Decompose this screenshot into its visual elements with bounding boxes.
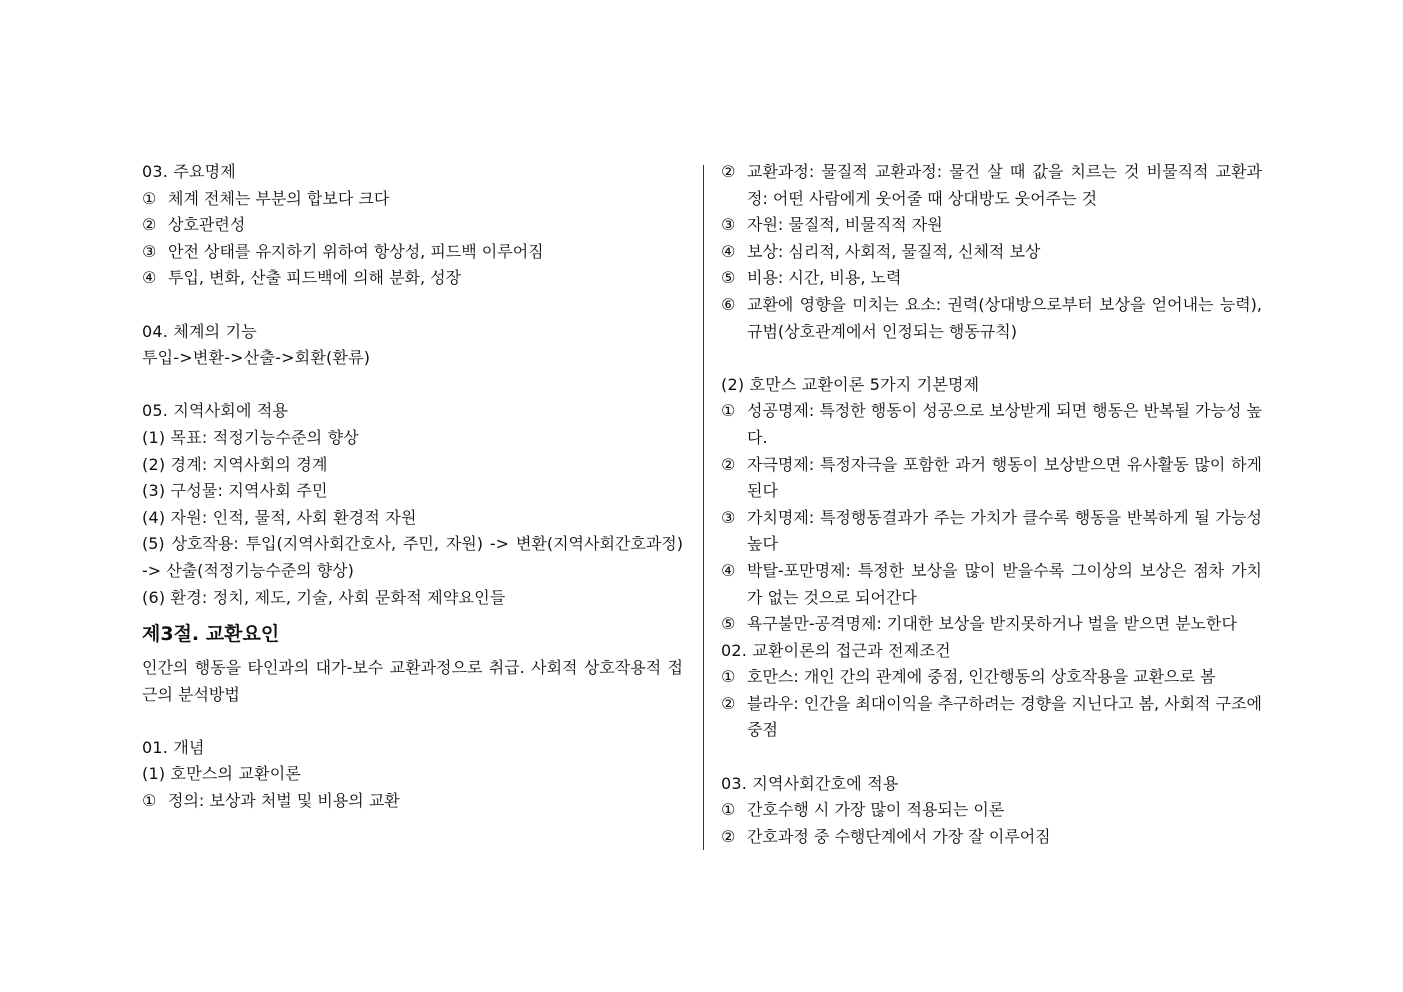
community-nursing-list <box>721 797 1262 850</box>
list-item: ① 정의: 보상과 처벌 및 비용의 교환 <box>142 791 400 811</box>
list-item: ① 간호수행 시 가장 많이 적용되는 이론 <box>721 800 1005 820</box>
left-column <box>142 159 683 815</box>
list-item: ② 블라우: 인간을 최대이익을 추구하려는 경향을 지닌다고 봄, 사회적 구조에 중점 <box>721 693 1262 740</box>
list-item: (4) 자원: 인적, 물적, 사회 환경적 자원 <box>142 507 417 527</box>
list-item: (3) 구성물: 지역사회 주민 <box>142 481 328 501</box>
list-item: ⑥ 교환에 영향을 미치는 요소: 권력(상대방으로부터 보상을 얻어내는 능력), 규범(상호관계에서 인정되는 행동규칙) <box>721 294 1262 341</box>
section-title-community-application: 05. 지역사회에 적용 <box>142 401 289 421</box>
key-propositions-list <box>142 186 683 292</box>
list-item: ② 교환과정: 물질적 교환과정: 물건 살 때 값을 치르는 것 비물직적 교환과정: 어떤 사람에게 웃어줄 때 상대방도 웃어주는 것 <box>721 162 1262 208</box>
list-item: (2) 경계: 지역사회의 경계 <box>142 454 328 474</box>
subsection-title-homans: (1) 호만스의 교환이론 <box>142 764 302 784</box>
subsection-title-five-propositions: (2) 호만스 교환이론 5가지 기본명제 <box>721 374 980 394</box>
list-item: (6) 환경: 정치, 제도, 기술, 사회 문화적 제약요인들 <box>142 587 506 607</box>
approach-list <box>721 664 1262 744</box>
list-item: ④ 박탈-포만명제: 특정한 보상을 많이 받을수록 그이상의 보상은 점차 가치가 없는 것으로 되어간다 <box>721 560 1262 607</box>
section-title-key-propositions: 03. 주요명제 <box>142 162 236 181</box>
list-item: ① 호만스: 개인 간의 관계에 중점, 인간행동의 상호작용을 교환으로 봄 <box>721 667 1216 687</box>
list-item: (1) 목표: 적정기능수준의 향상 <box>142 427 359 447</box>
list-item: ② 상호관련성 <box>142 215 246 235</box>
list-item: ⑤ 욕구불만-공격명제: 기대한 보상을 받지못하거나 벌을 받으면 분노한다 <box>721 614 1237 634</box>
five-propositions-list <box>721 398 1262 637</box>
right-column <box>721 159 1262 850</box>
list-item: (5) 상호작용: 투입(지역사회간호사, 주민, 자원) -> 변환(지역사회간호과정) -> 산출(적정기능수준의 향상) <box>142 534 683 580</box>
system-function-text: 투입->변환->산출->회환(환류) <box>142 348 371 368</box>
list-item: ③ 안전 상태를 유지하기 위하여 항상성, 피드백 이루어짐 <box>142 241 544 261</box>
column-divider <box>703 165 704 850</box>
section-title-system-function: 04. 체계의 기능 <box>142 321 257 341</box>
section-title-approach: 02. 교환이론의 접근과 전제조건 <box>721 640 951 660</box>
list-item: ② 자극명제: 특정자극을 포함한 과거 행동이 보상받으면 유사활동 많이 하게 된다 <box>721 454 1262 501</box>
chapter-heading: 제3절. 교환요인 <box>142 623 280 646</box>
section-title-community-nursing: 03. 지역사회간호에 적용 <box>721 773 899 793</box>
list-item: ③ 가치명제: 특정행동결과가 주는 가치가 클수록 행동을 반복하게 될 가능성 높다 <box>721 507 1262 554</box>
list-item: ① 성공명제: 특정한 행동이 성공으로 보상받게 되면 행동은 반복될 가능성 높다. <box>721 401 1262 447</box>
exchange-elements-list <box>721 159 1262 345</box>
section-title-concept: 01. 개념 <box>142 737 205 757</box>
list-item: ③ 자원: 물질적, 비물직적 자원 <box>721 215 943 235</box>
list-item: ④ 투입, 변화, 산출 피드백에 의해 분화, 성장 <box>142 268 462 288</box>
chapter-intro: 인간의 행동을 타인과의 대가-보수 교환과정으로 취급. 사회적 상호작용적 접근의 분석방법 <box>142 658 683 704</box>
list-item: ④ 보상: 심리적, 사회적, 물질적, 신체적 보상 <box>721 241 1041 261</box>
list-item: ② 간호과정 중 수행단계에서 가장 잘 이루어짐 <box>721 826 1051 846</box>
list-item: ① 체계 전체는 부분의 합보다 크다 <box>142 188 390 208</box>
list-item: ⑤ 비용: 시간, 비용, 노력 <box>721 268 902 288</box>
